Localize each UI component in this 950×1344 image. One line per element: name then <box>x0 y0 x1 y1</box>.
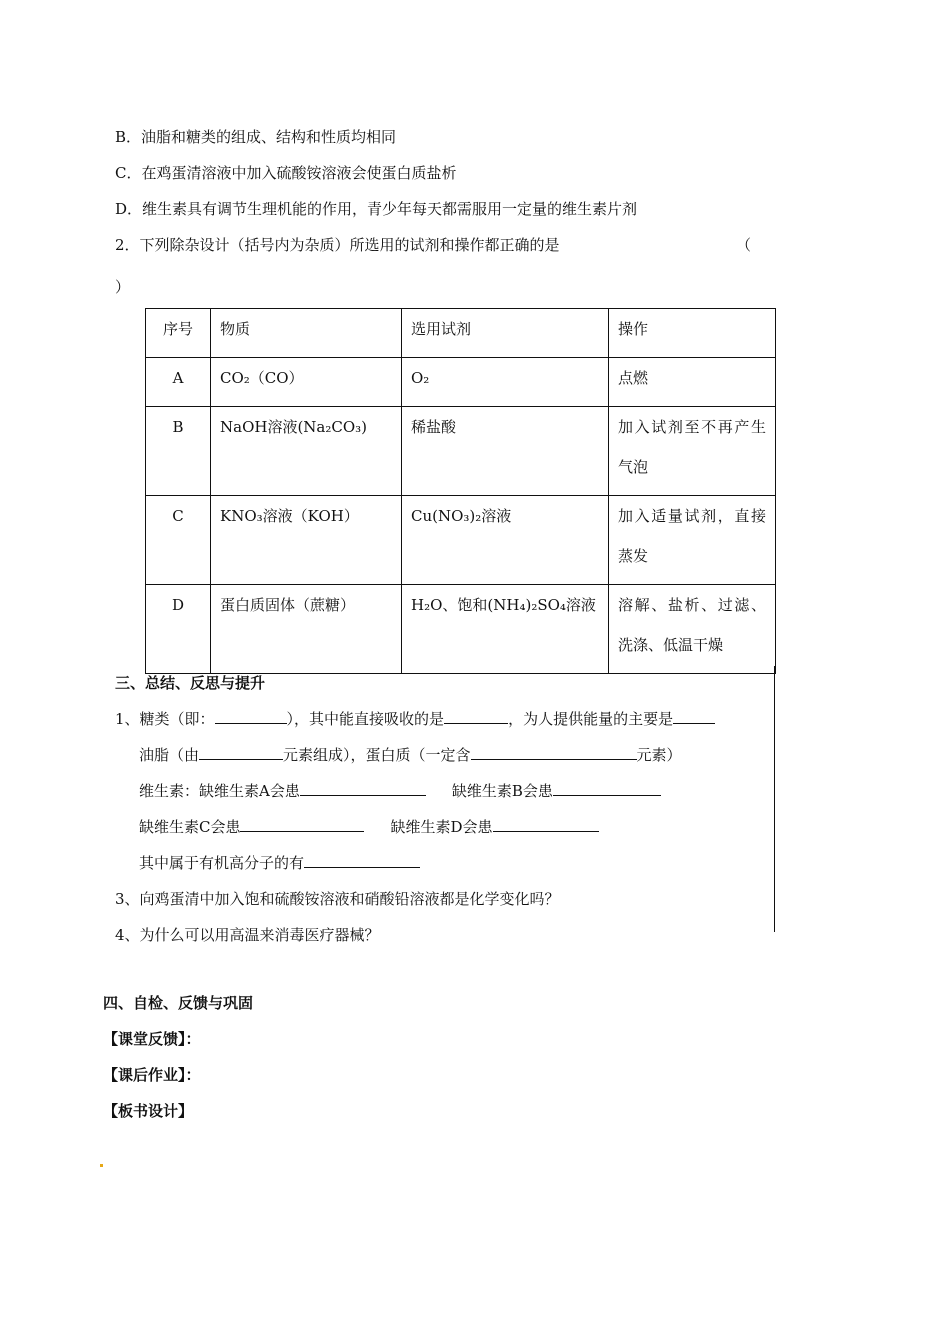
option-d: D．维生素具有调节生理机能的作用，青少年每天都需服用一定量的维生素片剂 <box>115 200 638 218</box>
blank[interactable] <box>199 745 283 760</box>
header-cell: 操作 <box>609 309 776 358</box>
vitamin-line-2 <box>139 816 599 837</box>
vitamin-text: 维生素：缺维生素A会患 <box>139 782 300 800</box>
q1-text: ，为人提供能量的主要是 <box>508 710 674 728</box>
table-row <box>146 358 776 407</box>
margin-rule <box>774 666 775 932</box>
answer-paren-close: ） <box>115 278 131 296</box>
question-2: 2．下列除杂设计（括号内为杂质）所选用的试剂和操作都正确的是 <box>115 236 560 254</box>
header-cell: 物质 <box>211 309 402 358</box>
table-cell: 加入试剂至不再产生气泡 <box>609 407 776 496</box>
blank[interactable] <box>215 709 287 724</box>
table-cell: C <box>146 496 211 585</box>
option-c: C．在鸡蛋清溶液中加入硫酸铵溶液会使蛋白质盐析 <box>115 164 457 182</box>
answer-paren-open: （ <box>736 236 752 254</box>
q1-line-2 <box>139 744 682 765</box>
table-cell: A <box>146 358 211 407</box>
q1-text: 元素） <box>636 746 682 764</box>
option-b: B．油脂和糖类的组成、结构和性质均相同 <box>115 128 397 146</box>
section-4-title: 四、自检、反馈与巩固 <box>103 994 254 1012</box>
q1-text: ），其中能直接吸收的是 <box>286 710 445 728</box>
table-cell: NaOH溶液(Na₂CO₃) <box>211 407 402 496</box>
q1-text: 油脂（由 <box>139 746 200 764</box>
q1-text: 1、糖类（即： <box>115 710 215 728</box>
blank[interactable] <box>240 817 364 832</box>
classroom-feedback: 【课堂反馈】： <box>103 1030 201 1048</box>
table-cell: D <box>146 585 211 674</box>
table-cell: H₂O、饱和(NH₄)₂SO₄溶液 <box>402 585 609 674</box>
vitamin-text: 缺维生素D会患 <box>390 818 493 836</box>
table-cell: 稀盐酸 <box>402 407 609 496</box>
section-3-title: 三、总结、反思与提升 <box>115 674 266 692</box>
blank[interactable] <box>493 817 599 832</box>
table-cell: 点燃 <box>609 358 776 407</box>
q1-line-1 <box>115 708 715 729</box>
table-cell: 溶解、盐析、过滤、洗涤、低温干燥 <box>609 585 776 674</box>
blank[interactable] <box>673 709 715 724</box>
table-cell: O₂ <box>402 358 609 407</box>
polymer-line <box>139 852 420 873</box>
header-cell: 选用试剂 <box>402 309 609 358</box>
table-cell: CO₂（CO） <box>211 358 402 407</box>
q1-text: 元素组成），蛋白质（一定含 <box>283 746 471 764</box>
table-cell: B <box>146 407 211 496</box>
vitamin-text: 缺维生素C会患 <box>139 818 241 836</box>
table-row <box>146 496 776 585</box>
table-cell: 加入适量试剂，直接蒸发 <box>609 496 776 585</box>
stray-dot <box>100 1164 103 1167</box>
table-row <box>146 407 776 496</box>
blank[interactable] <box>553 781 661 796</box>
board-design: 【板书设计】 <box>103 1102 194 1120</box>
blank[interactable] <box>304 853 420 868</box>
blank[interactable] <box>444 709 508 724</box>
blank[interactable] <box>471 745 637 760</box>
table-cell: Cu(NO₃)₂溶液 <box>402 496 609 585</box>
blank[interactable] <box>300 781 426 796</box>
table-cell: KNO₃溶液（KOH） <box>211 496 402 585</box>
table-header-row <box>146 309 776 358</box>
vitamin-text: 缺维生素B会患 <box>451 782 553 800</box>
homework: 【课后作业】： <box>103 1066 201 1084</box>
polymer-text: 其中属于有机高分子的有 <box>139 854 305 872</box>
table-row <box>146 585 776 674</box>
question-4: 4、为什么可以用高温来消毒医疗器械？ <box>115 926 380 944</box>
question-3: 3、向鸡蛋清中加入饱和硫酸铵溶液和硝酸铅溶液都是化学变化吗？ <box>115 890 560 908</box>
vitamin-line-1 <box>139 780 661 801</box>
header-cell: 序号 <box>146 309 211 358</box>
purification-table <box>145 308 776 674</box>
table-cell: 蛋白质固体（蔗糖） <box>211 585 402 674</box>
